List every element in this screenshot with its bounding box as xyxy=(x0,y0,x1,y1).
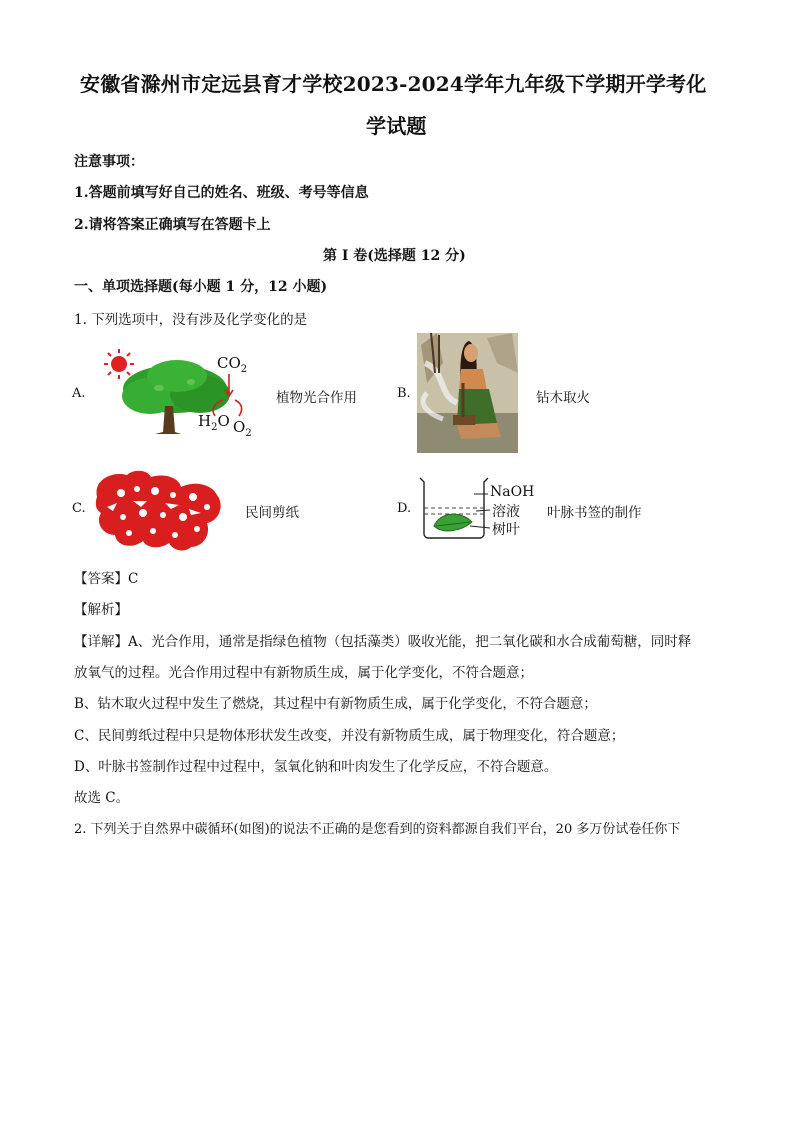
h2o-label: $H_2O$ xyxy=(198,412,230,433)
option-caption: 民间剪纸 xyxy=(245,505,299,521)
detail-line: D、叶脉书签制作过程中过程中，氢氧化钠和叶肉发生了化学反应，不符合题意。 xyxy=(74,759,558,775)
page-title: 安徽省滁州市定远县育才学校2023-2024学年九年级下学期开学考化 xyxy=(80,72,707,96)
option-letter: B. xyxy=(397,386,411,401)
option-caption: 钻木取火 xyxy=(536,390,590,406)
detail-line: 【详解】A、光合作用，通常是指绿色植物（包括藻类）吸收光能，把二氧化碳和水合成葡萄糖，同时释 xyxy=(74,634,692,650)
option-letter: A. xyxy=(72,386,86,401)
option-caption: 植物光合作用 xyxy=(276,390,357,406)
option-caption: 叶脉书签的制作 xyxy=(547,505,642,521)
volume-heading: 第 I 卷(选择题 12 分) xyxy=(323,248,466,264)
leaf-bookmark-illustration xyxy=(414,474,538,540)
notice-item: 1.答题前填写好自己的姓名、班级、考号等信息 xyxy=(74,185,369,201)
notice-heading: 注意事项： xyxy=(74,154,144,170)
option-letter: D. xyxy=(397,501,412,516)
o2-label: $O_2$ xyxy=(233,418,252,439)
question-stem: 1. 下列选项中，没有涉及化学变化的是 xyxy=(74,312,308,328)
naoh-label: NaOH xyxy=(490,484,535,500)
fire-drilling-illustration xyxy=(417,333,518,453)
option-letter: C. xyxy=(72,501,86,516)
dragon-papercut-icon xyxy=(96,471,221,551)
analysis-label: 【解析】 xyxy=(74,602,128,618)
detail-line: 故选 C。 xyxy=(74,790,130,806)
page-title-continued: 学试题 xyxy=(366,114,427,138)
paper-cut-illustration xyxy=(93,467,227,553)
answer-line: 【答案】C xyxy=(74,571,139,587)
detail-line: 放氧气的过程。光合作用过程中有新物质生成，属于化学变化，不符合题意； xyxy=(74,665,533,681)
leaf-icon xyxy=(434,514,472,531)
detail-line: C、民间剪纸过程中只是物体形状发生改变，并没有新物质生成，属于物理变化，符合题意； xyxy=(74,728,625,744)
sun-icon xyxy=(104,349,134,379)
notice-item: 2.请将答案正确填写在答题卡上 xyxy=(74,217,271,233)
photosynthesis-illustration xyxy=(95,344,270,440)
solution-label: 溶液 xyxy=(492,504,520,520)
co2-label: $CO_2$ xyxy=(217,354,248,375)
leaf-label: 树叶 xyxy=(492,522,520,538)
section-heading: 一、单项选择题(每小题 1 分，12 小题) xyxy=(74,279,328,295)
question-stem: 2. 下列关于自然界中碳循环(如图)的说法不正确的是您看到的资料都源自我们平台，20 多万份试卷任你下 xyxy=(74,822,681,837)
detail-line: B、钻木取火过程中发生了燃烧，其过程中有新物质生成，属于化学变化，不符合题意； xyxy=(74,696,597,712)
